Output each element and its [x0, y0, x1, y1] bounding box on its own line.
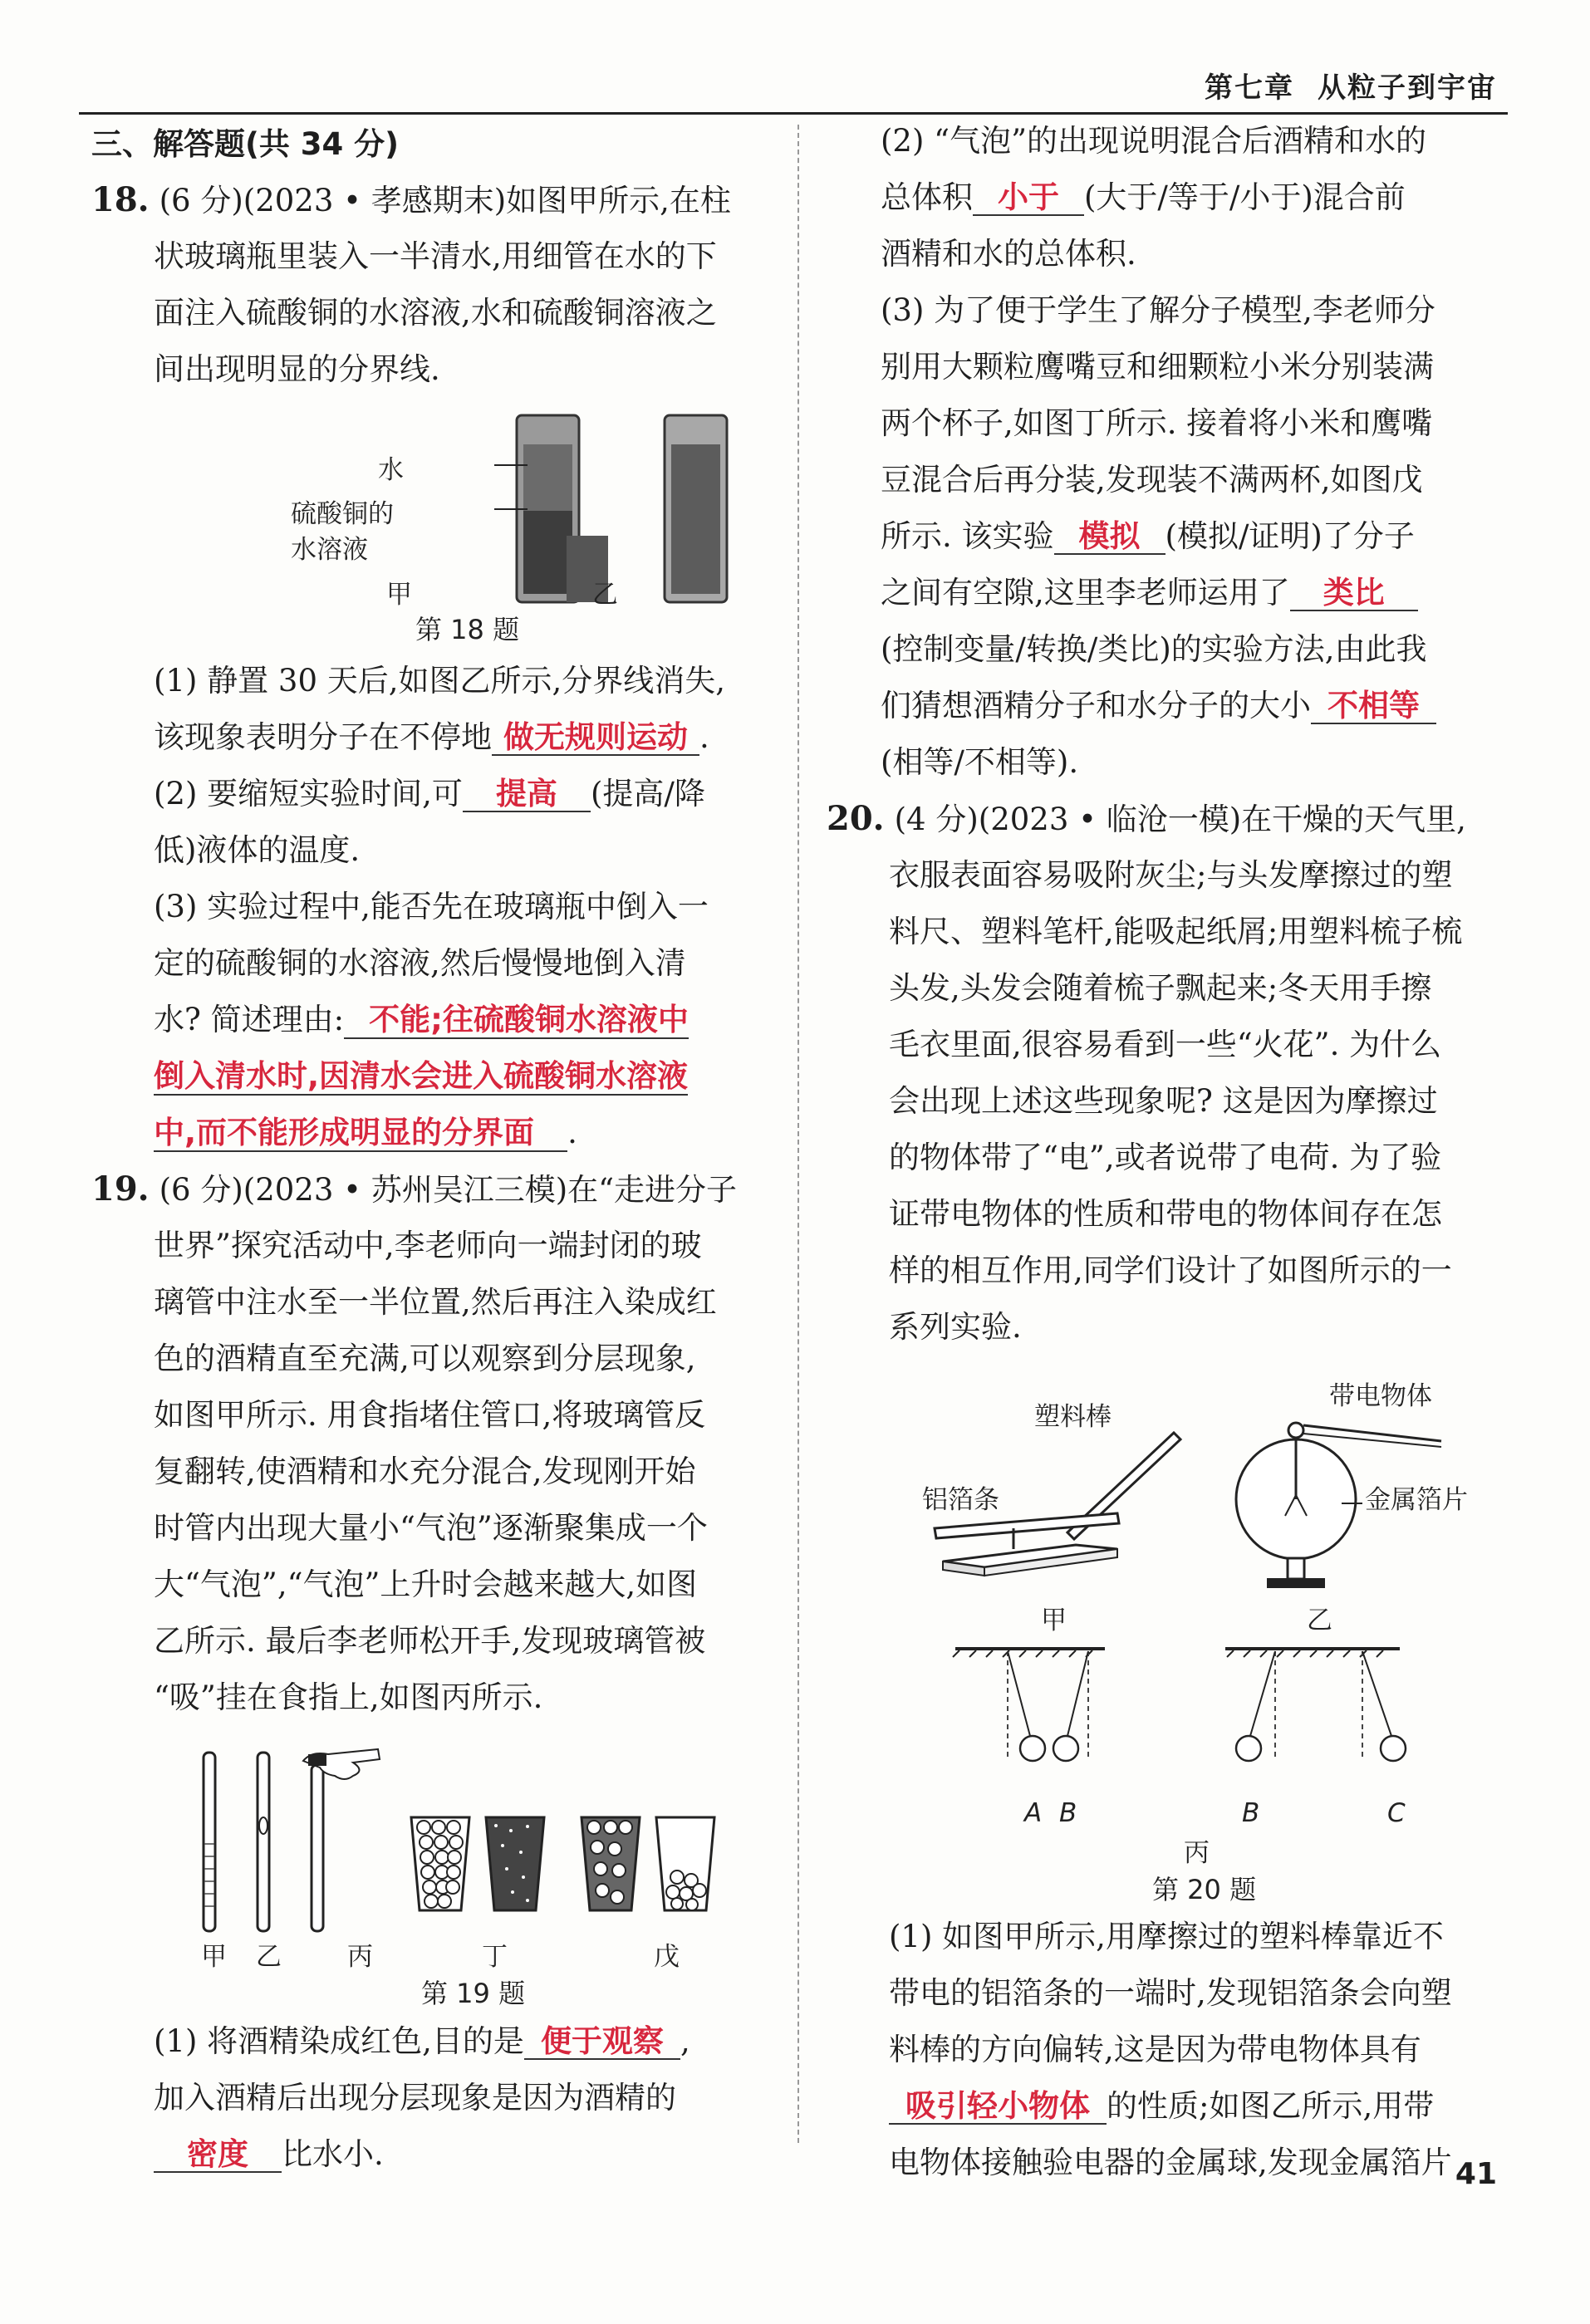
q19-line-8: 大“气泡”,“气泡”上升时会越来越大,如图: [154, 1566, 698, 1602]
label-metal-leaf: 金属箔片: [1365, 1485, 1468, 1515]
q19-p3-1: (3) 为了便于学生了解分子模型,李老师分: [881, 292, 1435, 328]
label-ball-c: C: [1387, 1798, 1406, 1828]
q19-line-1: 19. (6 分)(2023 • 苏州吴江三模)在“走进分子: [91, 1169, 738, 1209]
q19-answer-6: 不相等: [1311, 689, 1436, 724]
chapter-number: 第七章: [1205, 71, 1294, 105]
q19-p2-a: (2) “气泡”的出现说明混合后酒精和水的: [881, 123, 1427, 159]
q20-p1-b: 带电的铝箔条的一端时,发现铝箔条会向塑: [889, 1975, 1452, 2011]
q19-p3-2: 别用大颗粒鹰嘴豆和细颗粒小米分别装满: [881, 349, 1434, 385]
q20-p1-c: 料棒的方向偏转,这是因为带电物体具有: [889, 2032, 1421, 2067]
q18-answer-1: 做无规则运动: [492, 721, 699, 756]
q18-answer-3b: 倒入清水时,因清水会进入硫酸铜水溶液: [154, 1058, 689, 1094]
q18-line-4: 间出现明显的分界线.: [154, 351, 440, 387]
label-yi-20: 乙: [1307, 1606, 1332, 1635]
q19-line-9: 乙所示. 最后李老师松开手,发现玻璃管被: [154, 1623, 706, 1659]
label-charged-object: 带电物体: [1329, 1381, 1432, 1411]
pendulum-ab: [953, 1649, 1105, 1761]
q19-figure: [187, 1744, 785, 1960]
q19-p3-8: 们猜想酒精分子和水分子的大小 不相等: [881, 688, 1436, 724]
q19-answer-5: 类比: [1290, 576, 1418, 611]
q18-line-1: 18. (6 分)(2023 • 孝感期末)如图甲所示,在柱: [91, 180, 731, 219]
q18-p3-c: 水? 简述理由: 不能;往硫酸铜水溶液中: [154, 1002, 689, 1037]
q18-p3-b: 定的硫酸铜的水溶液,然后慢慢地倒入清: [154, 945, 686, 981]
pendulum-bc: [1225, 1649, 1406, 1761]
q19-p3-4: 豆混合后再分装,发现装不满两杯,如图戊: [881, 462, 1423, 498]
q19-p1-a: (1) 将酒精染成红色,目的是 便于观察 ,: [154, 2023, 690, 2059]
q18-figure: [415, 411, 764, 619]
cylinder-yi: [665, 415, 727, 602]
q18-line-3: 面注入硫酸铜的水溶液,水和硫酸铜溶液之: [154, 295, 717, 331]
q19-p3-7: (控制变量/转换/类比)的实验方法,由此我: [881, 631, 1427, 667]
q19-p3-9: (相等/不相等).: [881, 744, 1079, 780]
q19-p3-3: 两个杯子,如图丁所示. 接着将小米和鹰嘴: [881, 405, 1433, 441]
q19-p3-5: 所示. 该实验 模拟 (模拟/证明)了分子: [881, 518, 1415, 554]
q19-p3-6: 之间有空隙,这里李老师运用了 类比: [881, 575, 1418, 611]
label-cuso4-2: 水溶液: [291, 535, 368, 565]
tube-bing: [303, 1749, 380, 1931]
q19-line-7: 时管内出现大量小“气泡”逐渐聚集成一个: [154, 1510, 708, 1546]
page-number: 41: [1455, 2157, 1497, 2191]
label-plastic-rod: 塑料棒: [1034, 1402, 1112, 1432]
tube-jia: [204, 1753, 215, 1931]
chapter-title: 从粒子到宇宙: [1318, 71, 1497, 105]
q18-answer-3c: 中,而不能形成明显的分界面: [154, 1115, 567, 1152]
q19-line-4: 色的酒精直至充满,可以观察到分层现象,: [154, 1341, 696, 1376]
q19-answer-3: 小于: [973, 181, 1084, 216]
q19-p2-b: 总体积 小于 (大于/等于/小于)混合前: [881, 179, 1406, 215]
q18-p1-a: (1) 静置 30 天后,如图乙所示,分界线消失,: [154, 663, 726, 699]
q18-answer-3a: 不能;往硫酸铜水溶液中: [344, 1002, 689, 1039]
label-bing-20: 丙: [1184, 1838, 1210, 1868]
q19-p2-d: 酒精和水的总体积.: [881, 236, 1136, 272]
q19-caption: 第 19 题: [421, 1978, 526, 2009]
q20-p1-d: 吸引轻小物体 的性质;如图乙所示,用带: [889, 2088, 1434, 2125]
q20-p1-e: 电物体接触验电器的金属球,发现金属箔片: [889, 2145, 1452, 2180]
q20-line-5: 毛衣里面,很容易看到一些“火花”. 为什么: [889, 1027, 1442, 1062]
q19-p1-b: 加入酒精后出现分层现象是因为酒精的: [154, 2080, 676, 2116]
q19-line-10: “吸”挂在食指上,如图丙所示.: [154, 1679, 543, 1715]
q20-line-8: 证带电物体的性质和带电的物体间存在怎: [889, 1196, 1442, 1232]
q18-p3-d: [154, 1058, 688, 1095]
q20-answer-1: 吸引轻小物体: [889, 2090, 1107, 2125]
q20-line-4: 头发,头发会随着梳子飘起来;冬天用手擦: [889, 970, 1432, 1006]
q19-line-5: 如图甲所示. 用食指堵住管口,将玻璃管反: [154, 1397, 706, 1433]
label-jia-18: 甲: [386, 580, 412, 610]
q20-line-1: 20. (4 分)(2023 • 临沧一模)在干燥的天气里,: [827, 799, 1466, 838]
header-rule: [79, 112, 1508, 115]
column-divider: [797, 125, 799, 2143]
cup-wu-2: [656, 1817, 714, 1910]
label-ball-b2: B: [1242, 1798, 1260, 1828]
q19-answer-4: 模拟: [1054, 520, 1166, 555]
foil-strip: [935, 1513, 1119, 1576]
label-foil-strip: 铝箔条: [922, 1485, 999, 1515]
cup-wu-1: [582, 1817, 640, 1910]
q19-line-2: 世界”探究活动中,李老师向一端封闭的玻: [154, 1228, 702, 1263]
label-bing-19: 丙: [347, 1942, 373, 1972]
q19-answer-1: 便于观察: [524, 2025, 680, 2060]
section-heading: 三、解答题(共 34 分): [91, 126, 400, 162]
q19-line-6: 复翻转,使酒精和水充分混合,发现刚开始: [154, 1454, 696, 1489]
q18-p2-c: 低)液体的温度.: [154, 832, 361, 868]
q19-line-3: 璃管中注水至一半位置,然后再注入染成红: [154, 1284, 717, 1320]
q20-line-7: 的物体带了“电”,或者说带了电荷. 为了验: [889, 1140, 1442, 1175]
q18-answer-2: 提高: [463, 777, 591, 812]
label-ding-19: 丁: [482, 1942, 508, 1972]
q19-number: 19.: [91, 1169, 150, 1209]
q20-line-6: 会出现上述这些现象呢? 这是因为摩擦过: [889, 1083, 1438, 1119]
label-ball-a: A: [1024, 1798, 1043, 1828]
label-cuso4-1: 硫酸铜的: [291, 499, 394, 529]
q19-answer-2: 密度: [154, 2138, 282, 2173]
q18-number: 18.: [91, 180, 150, 219]
q20-number: 20.: [827, 799, 885, 838]
label-wu-19: 戊: [654, 1942, 680, 1972]
chapter-header: [1181, 65, 1497, 105]
q18-p3-e: 中,而不能形成明显的分界面 .: [154, 1115, 577, 1150]
label-jia-20: 甲: [1041, 1606, 1067, 1635]
q20-line-3: 料尺、塑料笔杆,能吸起纸屑;用塑料梳子梳: [889, 914, 1463, 949]
q20-caption: 第 20 题: [1152, 1874, 1257, 1905]
label-jia-19: 甲: [201, 1942, 227, 1972]
q18-p1-b: 该现象表明分子在不停地 做无规则运动 .: [154, 719, 709, 755]
label-water: 水: [378, 455, 404, 485]
q18-p3-a: (3) 实验过程中,能否先在玻璃瓶中倒入一: [154, 889, 709, 924]
q20-figure: [910, 1370, 1508, 1836]
label-ball-b1: B: [1059, 1798, 1077, 1828]
cup-ding-2: [486, 1817, 544, 1910]
label-yi-19: 乙: [256, 1942, 282, 1972]
label-yi-18: 乙: [592, 580, 618, 610]
q18-p2-a: (2) 要缩短实验时间,可 提高 (提高/降: [154, 776, 705, 811]
q20-line-10: 系列实验.: [889, 1309, 1022, 1345]
tube-yi: [258, 1753, 269, 1931]
q19-p1-c: 密度 比水小.: [154, 2136, 384, 2173]
cup-ding-1: [411, 1817, 469, 1910]
q18-caption: 第 18 题: [415, 614, 520, 645]
q20-line-9: 样的相互作用,同学们设计了如图所示的一: [889, 1253, 1452, 1288]
q20-p1-a: (1) 如图甲所示,用摩擦过的塑料棒靠近不: [889, 1919, 1444, 1954]
q18-line-2: 状玻璃瓶里装入一半清水,用细管在水的下: [154, 238, 717, 274]
q20-line-2: 衣服表面容易吸附灰尘;与头发摩擦过的塑: [889, 857, 1453, 893]
